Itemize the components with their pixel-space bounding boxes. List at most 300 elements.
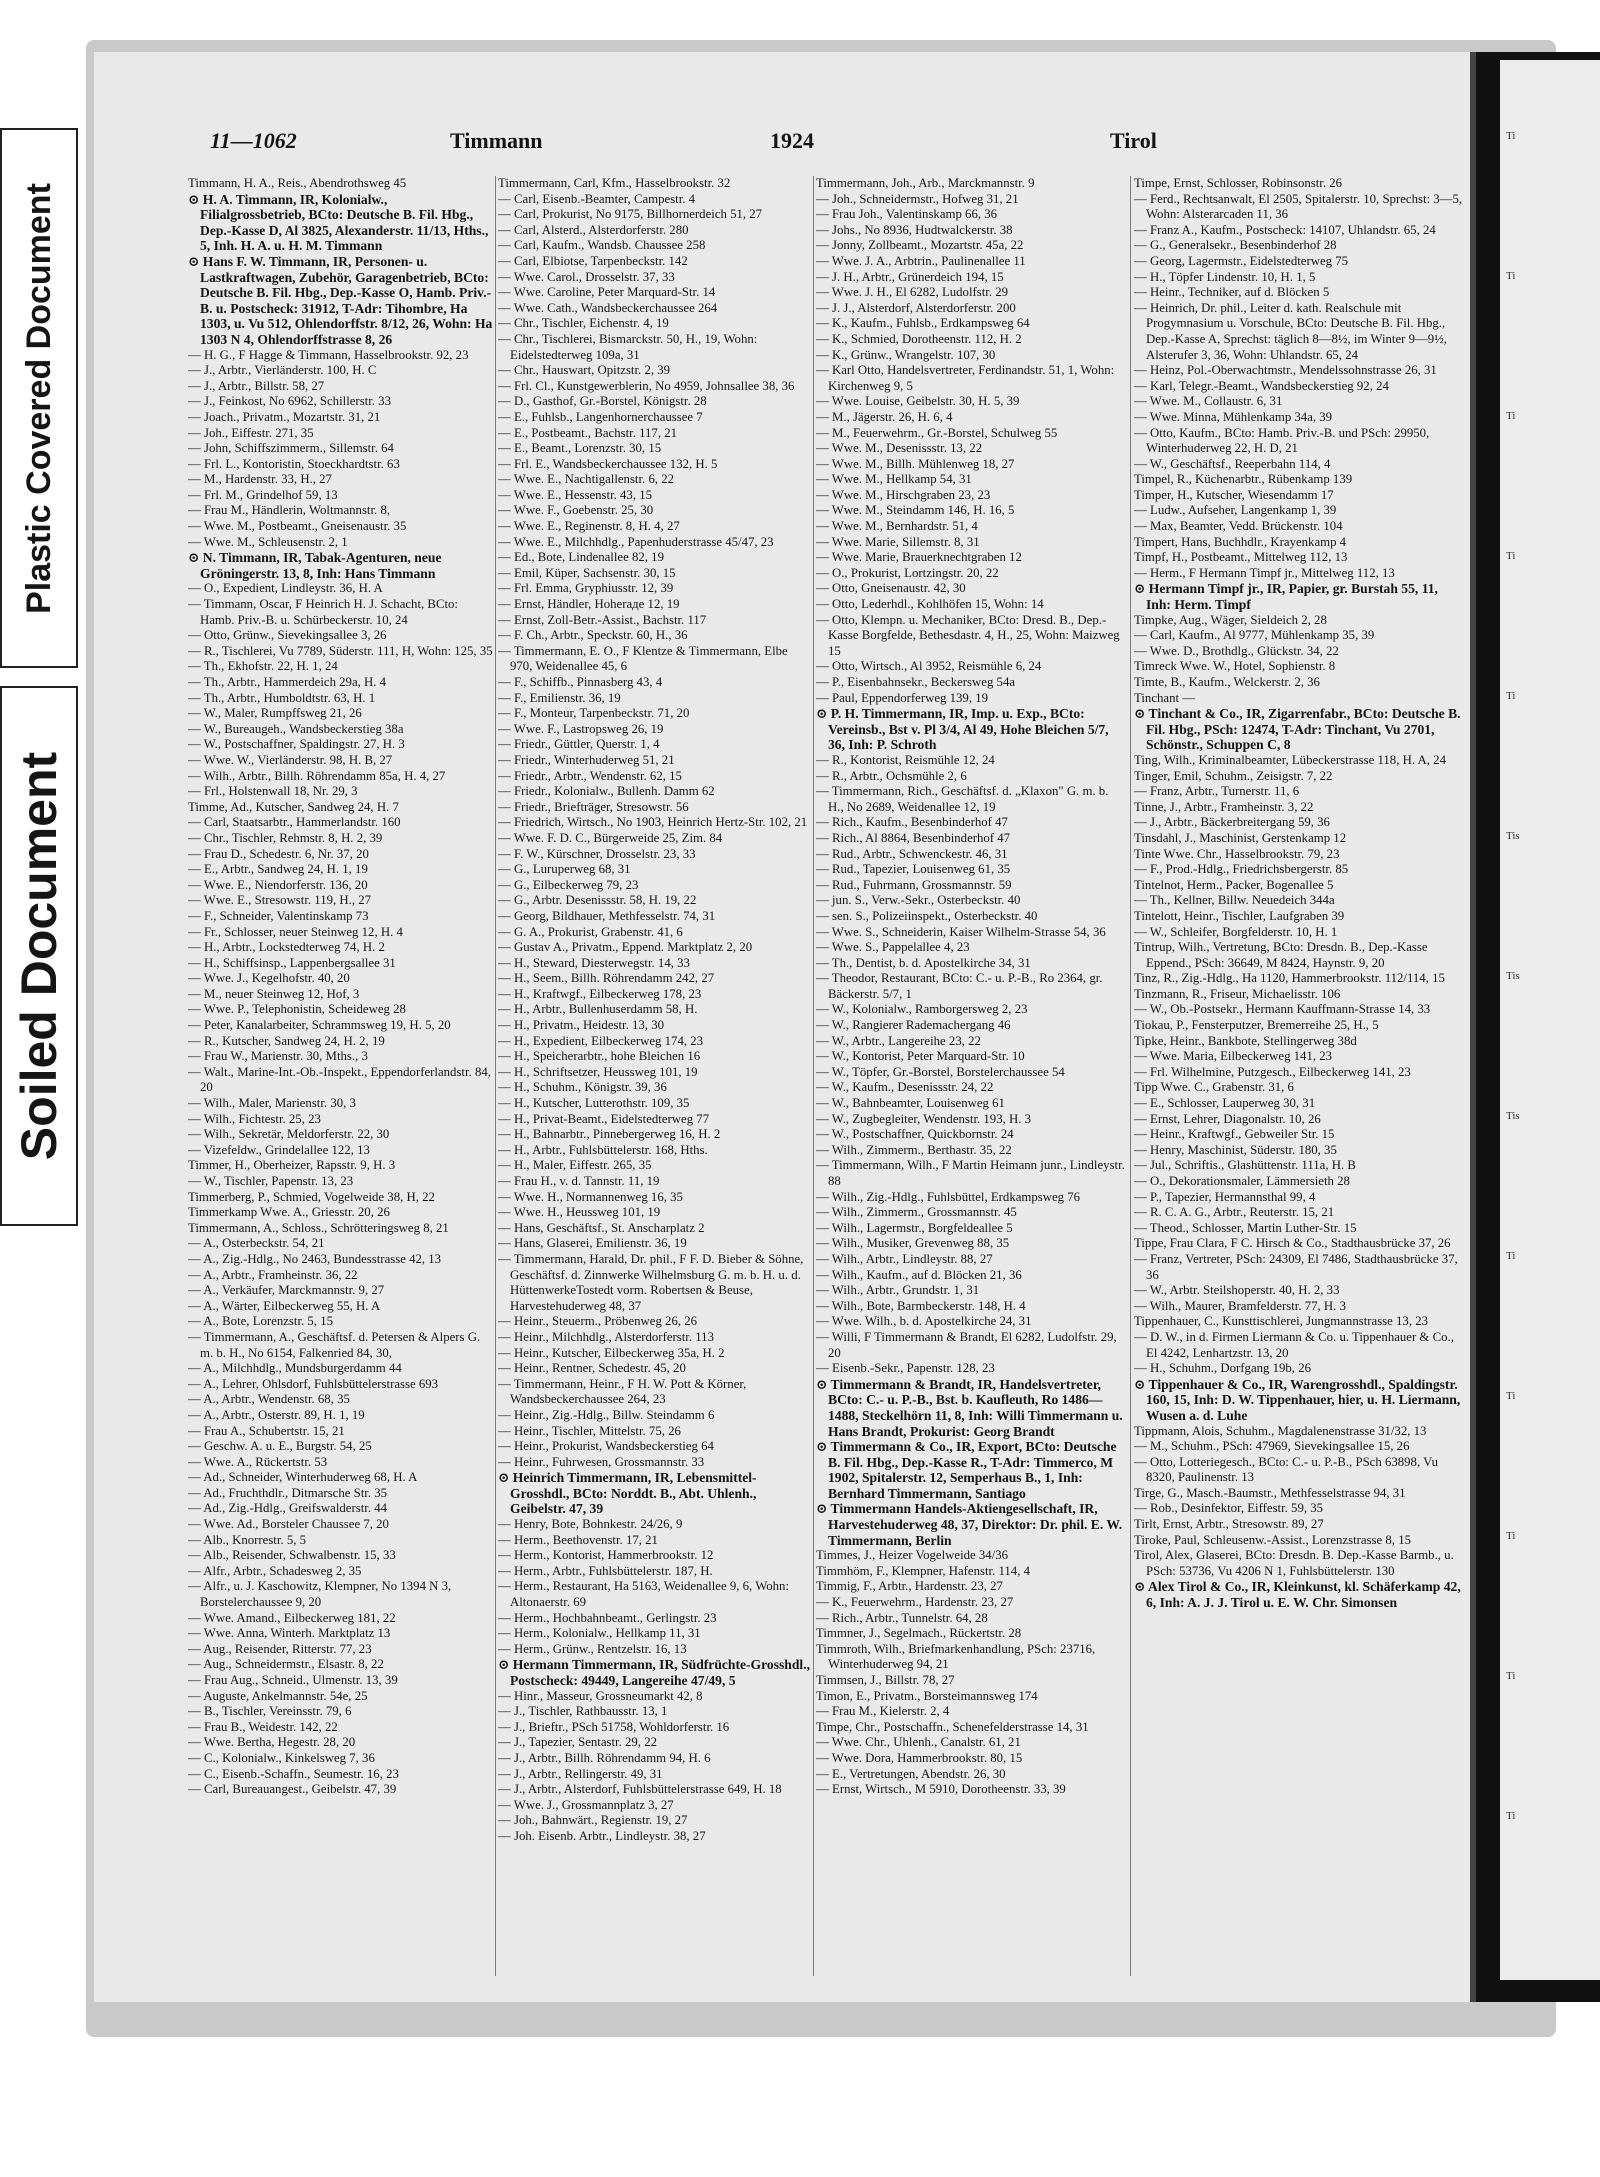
neighbor-fragment: Ti xyxy=(1506,270,1516,282)
directory-entry: — Heinr., Fuhrwesen, Grossmannstr. 33 xyxy=(498,1454,705,1469)
directory-entry: — Joh., Bahnwärt., Regienstr. 19, 27 xyxy=(498,1813,688,1828)
directory-entry: — Wwe. J., Grossmannplatz 3, 27 xyxy=(498,1797,674,1812)
directory-entry: — Timmermann, Wilh., F Martin Heimann junr., Lindleystr. 88 xyxy=(816,1158,1125,1188)
directory-entry: — Wilh., Bote, Barmbeckerstr. 148, H. 4 xyxy=(816,1298,1026,1313)
directory-entry: — Rich., Arbtr., Tunnelstr. 64, 28 xyxy=(816,1610,988,1625)
directory-entry: — Wwe. M., Steindamm 146, H. 16, 5 xyxy=(816,503,1015,518)
directory-entry: — Otto, Wirtsch., Al 3952, Reismühle 6, 24 xyxy=(816,659,1042,674)
directory-entry: — Wwe. Marie, Brauerknechtgraben 12 xyxy=(816,550,1022,565)
directory-entry: — H., Kutscher, Lutterothstr. 109, 35 xyxy=(498,1096,690,1111)
directory-entry: — H., Arbtr., Bullenhuserdamm 58, H. xyxy=(498,1002,698,1017)
directory-entry: — G., Generalsekr., Besenbinderhof 28 xyxy=(1134,238,1337,253)
directory-entry: — Rich., Al 8864, Besenbinderhof 47 xyxy=(816,830,1011,845)
directory-entry: — Hinr., Masseur, Grossneumarkt 42, 8 xyxy=(498,1688,703,1703)
directory-entry: — Henry, Maschinist, Süderstr. 180, 35 xyxy=(1134,1142,1337,1157)
directory-entry: — Frau M., Händlerin, Woltmannstr. 8, xyxy=(188,503,391,518)
directory-entry: — Franz A., Kaufm., Postscheck: 14107, Uhlandstr. 65, 24 xyxy=(1134,222,1436,237)
directory-entry: Tinz, R., Zig.-Hdlg., Ha 1120, Hammerbrookstr. 112/114, 15 xyxy=(1134,971,1445,986)
directory-entry: — Carl, Kaufm., Al 9777, Mühlenkamp 35, 39 xyxy=(1134,628,1375,643)
directory-entry: — Friedr., Winterhuderweg 51, 21 xyxy=(498,752,675,767)
neighbor-fragment: Ti xyxy=(1506,1530,1516,1542)
directory-entry: — Wwe. F. D. C., Bürgerweide 25, Zim. 84 xyxy=(498,830,723,845)
directory-entry: Tiroke, Paul, Schleusenw.-Assist., Lorenzstrasse 8, 15 xyxy=(1134,1532,1412,1547)
directory-entry: ⊙ Hermann Timpf jr., IR, Papier, gr. Burstah 55, 11, Inh: Herm. Timpf xyxy=(1134,581,1438,613)
directory-entry: — Wwe. S., Pappelallee 4, 23 xyxy=(816,940,970,955)
directory-entry: — E., Arbtr., Sandweg 24, H. 1, 19 xyxy=(188,862,368,877)
directory-entry: ⊙ Timmermann & Brandt, IR, Handelsvertreter, BCto: C.- u. P.-B., Bst. b. Kaufleuth, Ro 1486—1488, Steckelhörn 11, 8, Inh: Willi Timmermann u. Hans Brandt, Prokurist: Georg Brandt xyxy=(816,1376,1123,1439)
directory-entry: — H., Arbtr., Fuhlsbüttelerstr. 168, Hths. xyxy=(498,1142,708,1157)
directory-entry: — Alfr., Arbtr., Schadesweg 2, 35 xyxy=(188,1563,362,1578)
directory-entry: — K., Grünw., Wrangelstr. 107, 30 xyxy=(816,347,996,362)
directory-entry: — W., Maler, Rumpffsweg 21, 26 xyxy=(188,706,362,721)
directory-entry: — Frau B., Weidestr. 142, 22 xyxy=(188,1719,338,1734)
directory-entry: — A., Bote, Lorenzstr. 5, 15 xyxy=(188,1314,334,1329)
directory-entry: — A., Arbtr., Framheinstr. 36, 22 xyxy=(188,1267,358,1282)
directory-entry: Timmig, F., Arbtr., Hardenstr. 23, 27 xyxy=(816,1579,1003,1594)
directory-entry: — W., Arbtr. Steilshoperstr. 40, H. 2, 33 xyxy=(1134,1283,1340,1298)
directory-entry: — W., Postschaffner, Spaldingstr. 27, H. 3 xyxy=(188,737,405,752)
directory-entry: Tintelnot, Herm., Packer, Bogenallee 5 xyxy=(1134,877,1334,892)
directory-entry: — H., Speicherarbtr., hohe Bleichen 16 xyxy=(498,1049,701,1064)
directory-entry: — Wwe. Carol., Drosselstr. 37, 33 xyxy=(498,269,675,284)
directory-entry: — Wwe. Dora, Hammerbrookstr. 80, 15 xyxy=(816,1750,1023,1765)
directory-entry: — Joh., Schneidermstr., Hofweg 31, 21 xyxy=(816,191,1019,206)
directory-entry: — K., Feuerwehrm., Hardenstr. 23, 27 xyxy=(816,1595,1014,1610)
directory-entry: — E., Fuhlsb., Langenhornerchaussee 7 xyxy=(498,409,703,424)
directory-entry: — W., Töpfer, Gr.-Borstel, Borstelerchaussee 54 xyxy=(816,1064,1065,1079)
directory-entry: — Wilh., Zig.-Hdlg., Fuhlsbüttel, Erdkampsweg 76 xyxy=(816,1189,1081,1204)
neighbor-fragment: Ti xyxy=(1506,1390,1516,1402)
directory-entry: Tinger, Emil, Schuhm., Zeisigstr. 7, 22 xyxy=(1134,768,1333,783)
directory-entry: — Otto, Kaufm., BCto: Hamb. Priv.-B. und PSch: 29950, Winterhuderweg 22, H. D, 21 xyxy=(1134,425,1430,456)
directory-entry: — Herm., Kolonialw., Hellkamp 11, 31 xyxy=(498,1626,701,1641)
directory-entry: — O., Dekorationsmaler, Lämmersieth 28 xyxy=(1134,1174,1350,1188)
directory-entry: — Herm., F Hermann Timpf jr., Mittelweg 112, 13 xyxy=(1134,565,1395,580)
column-divider xyxy=(1130,176,1131,1976)
directory-entry: — Wwe. Wilh., b. d. Apostelkirche 24, 31 xyxy=(816,1314,1032,1329)
directory-entry: — W., Rangierer Rademachergang 46 xyxy=(816,1018,1011,1033)
directory-entry: — Wilh., Sekretär, Meldorferstr. 22, 30 xyxy=(188,1127,390,1142)
directory-entry: — H., Arbtr., Lockstedterweg 74, H. 2 xyxy=(188,940,385,955)
directory-entry: — Chr., Hauswart, Opitzstr. 2, 39 xyxy=(498,363,671,378)
directory-entry: — J., Feinkost, No 6962, Schillerstr. 33 xyxy=(188,394,391,409)
directory-entry: Tippe, Frau Clara, F C. Hirsch & Co., Stadthausbrücke 37, 26 xyxy=(1134,1236,1451,1251)
directory-entry: — Friedr., Kolonialw., Bullenh. Damm 62 xyxy=(498,784,715,799)
directory-entry: — Heinr., Kutscher, Eilbeckerweg 35a, H. 2 xyxy=(498,1345,725,1360)
directory-entry: Tinchant — xyxy=(1134,690,1196,705)
directory-entry: Timmhöm, F., Klempner, Hafenstr. 114, 4 xyxy=(816,1563,1030,1578)
directory-entry: ⊙ Alex Tirol & Co., IR, Kleinkunst, kl. Schäferkamp 42, 6, Inh: A. J. J. Tirol u. E. W. Chr. Simonsen xyxy=(1134,1579,1461,1611)
directory-entry: — Ludw., Aufseher, Langenkamp 1, 39 xyxy=(1134,503,1337,518)
neighbor-fragment: Ti xyxy=(1506,410,1516,422)
directory-entry: — Wwe. P., Telephonistin, Scheideweg 28 xyxy=(188,1002,406,1017)
directory-entry: — P., Eisenbahnsekr., Beckersweg 54a xyxy=(816,675,1016,689)
header-year: 1924 xyxy=(770,128,814,153)
directory-entry: ⊙ Timmermann & Co., IR, Export, BCto: Deutsche B. Fil. Hbg., Dep.-Kasse R., T-Adr: Timmerco, M 1902, Spitalerstr. 12, Semperhaus B., 1, Inh: Bernhard Timmermann, Santiago xyxy=(816,1439,1117,1501)
directory-entry: — M., Hardenstr. 33, H., 27 xyxy=(188,472,332,487)
directory-entry: Timmsen, J., Billstr. 78, 27 xyxy=(816,1673,955,1687)
directory-entry: — Johs., No 8936, Hudtwalckerstr. 38 xyxy=(816,222,1013,237)
directory-entry: Timpe, Chr., Postschaffn., Schenefelderstrasse 14, 31 xyxy=(816,1719,1089,1734)
directory-entry: Tinte Wwe. Chr., Hasselbrookstr. 79, 23 xyxy=(1134,846,1340,861)
directory-entry: — Timmermann, Harald, Dr. phil., F F. D. Bieber & Söhne, Geschäftsf. d. Zinnwerke Wilhelmsburg G. m. b. H. u. d. HüttenwerkeTostedt vorm. Robertsen & Beuse, Harvestehuderweg 48, 37 xyxy=(498,1251,804,1313)
directory-entry: — H., Töpfer Lindenstr. 10, H. 1, 5 xyxy=(1134,269,1316,284)
directory-entry: — Frau H., v. d. Tannstr. 11, 19 xyxy=(498,1174,660,1188)
directory-entry: — Gustav A., Privatm., Eppend. Marktplatz 2, 20 xyxy=(498,940,753,955)
directory-entry: — K., Kaufm., Fuhlsb., Erdkampsweg 64 xyxy=(816,316,1030,331)
directory-entry: — M., Feuerwehrm., Gr.-Borstel, Schulweg 55 xyxy=(816,425,1058,440)
directory-entry: — Joh. Eisenb. Arbtr., Lindleystr. 38, 27 xyxy=(498,1828,706,1843)
directory-entry: — Frl. Emma, Gryphiusstr. 12, 39 xyxy=(498,581,674,596)
directory-entry: — jun. S., Verw.-Sekr., Osterbeckstr. 40 xyxy=(816,893,1021,908)
directory-entry: Tinzmann, R., Friseur, Michaelisstr. 106 xyxy=(1134,986,1341,1001)
header-name: Timmann xyxy=(450,128,543,153)
neighbor-page-strip xyxy=(1500,60,1600,1980)
directory-entry: — J., Arbtr., Alsterdorf, Fuhlsbüttelerstrasse 649, H. 18 xyxy=(498,1782,782,1797)
directory-entry: Tipke, Heinr., Bankbote, Stellingerweg 38d xyxy=(1134,1033,1357,1048)
directory-entry: — Heinr., Milchhdlg., Alsterdorferstr. 113 xyxy=(498,1329,714,1344)
directory-entry: — A., Lehrer, Ohlsdorf, Fuhlsbüttelerstrasse 693 xyxy=(188,1376,439,1391)
directory-entry: — D., Gasthof, Gr.-Borstel, Königstr. 28 xyxy=(498,394,707,409)
directory-entry: — Karl, Telegr.-Beamt., Wandsbeckerstieg 92, 24 xyxy=(1134,378,1389,393)
directory-entry: Timme, Ad., Kutscher, Sandweg 24, H. 7 xyxy=(188,799,399,814)
directory-entry: Timpert, Hans, Buchhdlr., Krayenkamp 4 xyxy=(1134,534,1347,549)
directory-entry: — W., Geschäftsf., Reeperbahn 114, 4 xyxy=(1134,456,1331,471)
directory-entry: — W., Bahnbeamter, Louisenweg 61 xyxy=(816,1096,1005,1111)
directory-entry: — Timmermann, Heinr., F H. W. Pott & Körner, Wandsbeckerchaussee 264, 23 xyxy=(498,1376,747,1407)
directory-entry: — J., Tapezier, Sentastr. 29, 22 xyxy=(498,1735,657,1750)
directory-column-3 xyxy=(816,176,1126,1976)
directory-entry: — Frau Aug., Schneid., Ulmenstr. 13, 39 xyxy=(188,1673,398,1687)
directory-entry: — H., Kraftwgf., Eilbeckerweg 178, 23 xyxy=(498,986,702,1001)
directory-entry: — Frl., Holstenwall 18, Nr. 29, 3 xyxy=(188,784,358,799)
directory-entry: — A., Verkäufer, Marckmannstr. 9, 27 xyxy=(188,1283,385,1298)
directory-entry: — A., Wärter, Eilbeckerweg 55, H. A xyxy=(188,1298,381,1313)
directory-entry: — R., Tischlerei, Vu 7789, Süderstr. 111, H, Wohn: 125, 35 xyxy=(188,643,493,658)
directory-entry: — F., Prod.-Hdlg., Friedrichsbergerstr. 85 xyxy=(1134,862,1349,877)
neighbor-fragment: Tis xyxy=(1506,970,1520,982)
directory-entry: — F., Emilienstr. 36, 19 xyxy=(498,690,621,705)
directory-entry: — Friedrich, Wirtsch., No 1903, Heinrich Hertz-Str. 102, 21 xyxy=(498,815,808,830)
directory-entry: — Wwe. M., Hirschgraben 23, 23 xyxy=(816,487,991,502)
directory-entry: — Emil, Küper, Sachsenstr. 30, 15 xyxy=(498,565,676,580)
directory-entry: — Wwe. A., Rückertstr. 53 xyxy=(188,1454,328,1469)
column-divider xyxy=(495,176,496,1976)
directory-entry: — Heinrich, Dr. phil., Leiter d. kath. Realschule mit Progymnasium u. Vorschule, BCto: Deutsche B. Fil. Hbg., Dep.-Kasse A, Sprechst: täglich 8—8½, im Winter 9—9½, Alsterufer 3, 36, Wohn: Uhlandstr. 65, 24 xyxy=(1134,300,1447,362)
directory-entry: — Wilh., Arbtr., Billh. Röhrendamm 85a, H. 4, 27 xyxy=(188,768,446,783)
directory-entry: — W., Arbtr., Langereihe 23, 22 xyxy=(816,1033,981,1048)
directory-entry: — W., Ob.-Postsekr., Hermann Kauffmann-Strasse 14, 33 xyxy=(1134,1002,1431,1017)
directory-entry: — Frau A., Schubertstr. 15, 21 xyxy=(188,1423,345,1438)
directory-entry: — Wwe. J. H., El 6282, Ludolfstr. 29 xyxy=(816,285,1009,300)
directory-entry: — H., Steward, Diesterwegstr. 14, 33 xyxy=(498,955,690,970)
directory-entry: — H. G., F Hagge & Timmann, Hasselbrookstr. 92, 23 xyxy=(188,347,469,362)
directory-entry: — Wwe. E., Nachtigallenstr. 6, 22 xyxy=(498,472,675,487)
directory-entry: — Wwe. Louise, Geibelstr. 30, H. 5, 39 xyxy=(816,394,1020,409)
directory-entry: — Herm., Restaurant, Ha 5163, Weidenallee 9, 6, Wohn: Altonaerstr. 69 xyxy=(498,1579,790,1610)
directory-entry: — Joach., Privatm., Mozartstr. 31, 21 xyxy=(188,409,381,424)
directory-entry: ⊙ Heinrich Timmermann, IR, Lebensmittel-Grosshdl., BCto: Norddt. B., Abt. Uhlenh., Geibelstr. 47, 39 xyxy=(498,1470,757,1517)
directory-entry: — J. J., Alsterdorf, Alsterdorferstr. 200 xyxy=(816,300,1016,315)
directory-entry: — F., Schiffb., Pinnasberg 43, 4 xyxy=(498,675,663,689)
directory-entry: — Jul., Schriftis., Glashüttenstr. 111a, H. B xyxy=(1134,1158,1356,1173)
directory-entry: — E., Postbeamt., Bachstr. 117, 21 xyxy=(498,425,678,440)
directory-entry: — Frl. M., Grindelhof 59, 13 xyxy=(188,487,338,502)
directory-entry: — Herm., Kontorist, Hammerbrookstr. 12 xyxy=(498,1548,714,1563)
directory-entry: — Karl Otto, Handelsvertreter, Ferdinandstr. 51, 1, Wohn: Kirchenweg 9, 5 xyxy=(816,363,1115,393)
directory-entry: Tintelott, Heinr., Tischler, Laufgraben 39 xyxy=(1134,908,1345,923)
directory-entry: — Aug., Reisender, Ritterstr. 77, 23 xyxy=(188,1641,372,1656)
directory-entry: — Rud., Fuhrmann, Grossmannstr. 59 xyxy=(816,877,1012,892)
directory-entry: — M., Jägerstr. 26, H. 6, 4 xyxy=(816,409,953,424)
directory-entry: — Herm., Beethovenstr. 17, 21 xyxy=(498,1532,658,1547)
directory-entry: — Wwe. M., Bernhardstr. 51, 4 xyxy=(816,519,978,534)
directory-entry: — W., Kontorist, Peter Marquard-Str. 10 xyxy=(816,1049,1025,1064)
directory-entry: — F., Monteur, Tarpenbeckstr. 71, 20 xyxy=(498,706,690,721)
directory-column-2 xyxy=(498,176,812,1976)
directory-entry: — Ernst, Zoll-Betr.-Assist., Bachstr. 117 xyxy=(498,612,707,627)
directory-entry: — Timmermann, A., Geschäftsf. d. Petersen & Alpers G. m. b. H., No 6154, Falkenried 84, 30, xyxy=(188,1329,481,1360)
directory-entry: — Carl, Kaufm., Wandsb. Chaussee 258 xyxy=(498,238,706,253)
directory-entry: — Wilh., Zimmerm., Grossmannstr. 45 xyxy=(816,1205,1017,1220)
directory-entry: — Wwe. H., Heussweg 101, 19 xyxy=(498,1205,661,1220)
directory-entry: — J., Arbtr., Vierländerstr. 100, H. C xyxy=(188,363,377,378)
directory-entry: — Herm., Arbtr., Fuhlsbüttelerstr. 187, H. xyxy=(498,1563,713,1578)
directory-entry: — Otto, Klempn. u. Mechaniker, BCto: Dresd. B., Dep.-Kasse Borgfelde, Bethesdastr. 4, H., 25, Wohn: Maizweg 15 xyxy=(816,612,1120,658)
directory-entry: — Timmermann, Rich., Geschäftsf. d. „Klaxon" G. m. b. H., No 2689, Weidenallee 12, 19 xyxy=(816,784,1109,814)
directory-entry: — Th., Arbtr., Hammerdeich 29a, H. 4 xyxy=(188,675,387,689)
directory-entry: Timper, H., Kutscher, Wiesendamm 17 xyxy=(1134,487,1334,502)
directory-entry: — Wwe. S., Schneiderin, Kaiser Wilhelm-Strasse 54, 36 xyxy=(816,924,1106,939)
directory-entry: — Theod., Schlosser, Martin Luther-Str. 15 xyxy=(1134,1220,1357,1235)
directory-entry: — G., Arbtr. Desenissstr. 58, H. 19, 22 xyxy=(498,893,697,908)
directory-entry: — Heinr., Steuerm., Pröbenweg 26, 26 xyxy=(498,1314,698,1329)
directory-entry: — E., Beamt., Lorenzstr. 30, 15 xyxy=(498,441,662,456)
directory-entry: — H., Expedient, Eilbeckerweg 174, 23 xyxy=(498,1033,704,1048)
directory-entry: — F., Schneider, Valentinskamp 73 xyxy=(188,908,369,923)
directory-entry: — Alfr., u. J. Kaschowitz, Klempner, No 1394 N 3, Borstelerchaussee 9, 20 xyxy=(188,1579,452,1610)
directory-entry: — Wwe. E., Hessenstr. 43, 15 xyxy=(498,487,653,502)
directory-entry: — D. W., in d. Firmen Liermann & Co. u. Tippenhauer & Co., El 4242, Lenhartzstr. 13, 20 xyxy=(1134,1329,1454,1360)
directory-entry: — W., Kaufm., Desenissstr. 24, 22 xyxy=(816,1080,994,1095)
directory-entry: Tinne, J., Arbtr., Framheinstr. 3, 22 xyxy=(1134,799,1314,814)
running-head xyxy=(210,128,1157,164)
directory-entry: — A., Milchhdlg., Mundsburgerdamm 44 xyxy=(188,1361,402,1376)
directory-entry: — Frl. E., Wandsbeckerchaussee 132, H. 5 xyxy=(498,456,718,471)
directory-entry: — Otto, Gneisenaustr. 42, 30 xyxy=(816,581,966,596)
directory-entry: — Wilh., Musiker, Grevenweg 88, 35 xyxy=(816,1236,1010,1251)
directory-entry: — F. Ch., Arbtr., Speckstr. 60, H., 36 xyxy=(498,628,688,643)
directory-entry: — A., Osterbeckstr. 54, 21 xyxy=(188,1236,325,1251)
directory-entry: Timte, B., Kaufm., Welckerstr. 2, 36 xyxy=(1134,675,1320,689)
directory-entry: — H., Seem., Billh. Röhrendamm 242, 27 xyxy=(498,971,715,986)
directory-entry: — Heinr., Prokurist, Wandsbeckerstieg 64 xyxy=(498,1439,714,1454)
directory-entry: — H., Privatm., Heidestr. 13, 30 xyxy=(498,1018,664,1033)
directory-entry: — M., Schuhm., PSch: 47969, Sievekingsallee 15, 26 xyxy=(1134,1439,1410,1454)
directory-entry: Tippmann, Alois, Schuhm., Magdalenenstrasse 31/32, 13 xyxy=(1134,1423,1427,1438)
directory-entry: — Vizefeldw., Grindelallee 122, 13 xyxy=(188,1142,370,1157)
directory-entry: — W., Schleifer, Borgfelderstr. 10, H. 1 xyxy=(1134,924,1338,939)
directory-entry: — John, Schiffszimmerm., Sillemstr. 64 xyxy=(188,441,394,456)
directory-entry: — Peter, Kanalarbeiter, Schrammsweg 19, H. 5, 20 xyxy=(188,1018,451,1033)
directory-entry: — H., Maler, Eiffestr. 265, 35 xyxy=(498,1158,652,1173)
directory-entry: Tipp Wwe. C., Grabenstr. 31, 6 xyxy=(1134,1080,1294,1095)
directory-entry: — G. A., Prokurist, Grabenstr. 41, 6 xyxy=(498,924,683,939)
directory-entry: — Wwe. M., Postbeamt., Gneisenaustr. 35 xyxy=(188,519,407,534)
neighbor-fragment: Ti xyxy=(1506,550,1516,562)
directory-entry: — E., Vertretungen, Abendstr. 26, 30 xyxy=(816,1766,1006,1781)
soiled-document-label: Soiled Document xyxy=(0,686,78,1226)
directory-entry: — A., Zig.-Hdlg., No 2463, Bundesstrasse 42, 13 xyxy=(188,1251,442,1266)
directory-entry: — Frau Joh., Valentinskamp 66, 36 xyxy=(816,207,998,222)
directory-entry: — Friedr., Briefträger, Stresowstr. 56 xyxy=(498,799,689,814)
directory-entry: — F. W., Kürschner, Drosselstr. 23, 33 xyxy=(498,846,696,861)
directory-entry: — Wwe. M., Billh. Mühlenweg 18, 27 xyxy=(816,456,1015,471)
directory-entry: Timmer, H., Oberheizer, Rapsstr. 9, H. 3 xyxy=(188,1158,396,1173)
directory-entry: — Ed., Bote, Lindenallee 82, 19 xyxy=(498,550,664,565)
directory-entry: — Franz, Arbtr., Turnerstr. 11, 6 xyxy=(1134,784,1300,799)
directory-entry: — W., Zugbegleiter, Wendenstr. 193, H. 3 xyxy=(816,1111,1032,1126)
directory-entry: — Wilh., Arbtr., Grundstr. 1, 31 xyxy=(816,1283,980,1298)
directory-entry: — Wwe. J. A., Arbtrin., Paulinenallee 11 xyxy=(816,253,1026,268)
directory-entry: — Ferd., Rechtsanwalt, El 2505, Spitalerstr. 10, Sprechst: 3—5, Wohn: Alsterarcaden 11, 36 xyxy=(1134,191,1463,222)
neighbor-fragment: Ti xyxy=(1506,690,1516,702)
directory-entry: — Chr., Tischlerei, Bismarckstr. 50, H., 19, Wohn: Eidelstedterweg 109a, 31 xyxy=(498,331,758,362)
directory-entry: — Geschw. A. u. E., Burgstr. 54, 25 xyxy=(188,1439,372,1454)
directory-entry: Timpke, Aug., Wäger, Sieldeich 2, 28 xyxy=(1134,612,1327,627)
directory-entry: — Wwe. Marie, Sillemstr. 8, 31 xyxy=(816,534,980,549)
directory-entry: — Wilh., Kaufm., auf d. Blöcken 21, 36 xyxy=(816,1267,1022,1282)
directory-entry: — Th., Arbtr., Humboldtstr. 63, H. 1 xyxy=(188,690,376,705)
directory-entry: — Timmann, Oscar, F Heinrich H. J. Schacht, BCto: Hamb. Priv.-B. u. Schürbeckerstr. 10, 24 xyxy=(188,597,458,627)
directory-entry: — Wwe. Chr., Uhlenh., Canalstr. 61, 21 xyxy=(816,1735,1021,1750)
header-region: Tirol xyxy=(1110,128,1157,153)
plastic-covered-label: Plastic Covered Document xyxy=(0,128,78,668)
directory-entry: — W., Bureaugeh., Wandsbeckerstieg 38a xyxy=(188,721,404,736)
directory-entry: — Wwe. E., Milchhdlg., Papenhuderstrasse 45/47, 23 xyxy=(498,534,774,549)
directory-entry: — Heinr., Techniker, auf d. Blöcken 5 xyxy=(1134,285,1330,300)
directory-entry: — Auguste, Ankelmannstr. 54e, 25 xyxy=(188,1688,368,1703)
directory-entry: Timmermann, A., Schloss., Schrötteringsweg 8, 21 xyxy=(188,1220,449,1235)
directory-entry: — R. C. A. G., Arbtr., Reuterstr. 15, 21 xyxy=(1134,1205,1335,1220)
directory-entry: — Alb., Knorrestr. 5, 5 xyxy=(188,1532,307,1547)
neighbor-fragment: Ti xyxy=(1506,130,1516,142)
directory-entry: — Heinr., Rentner, Schedestr. 45, 20 xyxy=(498,1361,686,1376)
directory-entry: Timpel, R., Küchenarbtr., Rübenkamp 139 xyxy=(1134,472,1353,487)
directory-entry: — Wwe. M., Schleusenstr. 2, 1 xyxy=(188,534,348,549)
directory-entry: — Ad., Schneider, Winterhuderweg 68, H. A xyxy=(188,1470,418,1485)
directory-entry: — R., Kutscher, Sandweg 24, H. 2, 19 xyxy=(188,1033,385,1048)
directory-entry: — Wwe. Cath., Wandsbeckerchaussee 264 xyxy=(498,300,718,315)
directory-column-4 xyxy=(1134,176,1464,1976)
directory-entry: — Wwe. F., Lastropsweg 26, 19 xyxy=(498,721,664,736)
directory-entry: Timmermann, Carl, Kfm., Hasselbrookstr. 32 xyxy=(498,176,731,190)
directory-entry: ⊙ Tinchant & Co., IR, Zigarrenfabr., BCto: Deutsche B. Fil. Hbg., PSch: 12474, T-Adr: Tinchant, Vu 2701, Schönstr., Schuppen C, 8 xyxy=(1134,706,1461,753)
directory-entry: — K., Schmied, Dorotheenstr. 112, H. 2 xyxy=(816,331,1022,346)
directory-entry: — J., Arbtr., Billstr. 58, 27 xyxy=(188,378,325,393)
directory-entry: — H., Privat-Beamt., Eidelstedterweg 77 xyxy=(498,1111,710,1126)
directory-entry: — Ernst, Händler, Hoheraде 12, 19 xyxy=(498,597,680,612)
directory-entry: — Aug., Schneidermstr., Elsastr. 8, 22 xyxy=(188,1657,384,1672)
directory-entry: Timon, E., Privatm., Borsteimannsweg 174 xyxy=(816,1688,1038,1703)
page-number: 11—1062 xyxy=(210,128,297,153)
directory-entry: — Wilh., Maler, Marienstr. 30, 3 xyxy=(188,1096,356,1111)
directory-entry: — Joh., Eiffestr. 271, 35 xyxy=(188,425,314,440)
directory-entry: — Georg, Lagermstr., Eidelstedterweg 75 xyxy=(1134,253,1349,268)
directory-entry: — Chr., Tischler, Rehmstr. 8, H. 2, 39 xyxy=(188,830,383,845)
directory-entry: — Heinr., Kraftwgf., Gebweiler Str. 15 xyxy=(1134,1127,1335,1142)
directory-entry: Ting, Wilh., Kriminalbeamter, Lübeckerstrasse 118, H. A, 24 xyxy=(1134,752,1446,767)
directory-entry: — Eisenb.-Sekr., Papenstr. 128, 23 xyxy=(816,1361,995,1376)
directory-entry: — Rob., Desinfektor, Eiffestr. 59, 35 xyxy=(1134,1501,1324,1516)
directory-entry: — Jonny, Zollbeamt., Mozartstr. 45a, 22 xyxy=(816,238,1024,253)
directory-entry: — Wwe. M., Collaustr. 6, 31 xyxy=(1134,394,1283,409)
directory-entry: ⊙ H. A. Timmann, IR, Kolonialw., Filialgrossbetrieb, BCto: Deutsche B. Fil. Hbg., Dep.-Kasse D, Al 3825, Alexanderstr. 11/13, Hths., 5, Inh. H. A. u. H. M. Timmann xyxy=(188,191,489,254)
directory-entry: Timreck Wwe. W., Hotel, Sophienstr. 8 xyxy=(1134,659,1336,674)
directory-entry: — Rud., Arbtr., Schwenckestr. 46, 31 xyxy=(816,846,1008,861)
directory-entry: — H., Schriftsetzer, Heussweg 101, 19 xyxy=(498,1064,698,1079)
directory-entry: — M., neuer Steinweg 12, Hof, 3 xyxy=(188,986,360,1001)
directory-entry: — Wwe. E., Niendorferstr. 136, 20 xyxy=(188,877,368,892)
directory-entry: — Th., Ekhofstr. 22, H. 1, 24 xyxy=(188,659,338,674)
directory-entry: — Wwe. W., Vierländerstr. 98, H. B, 27 xyxy=(188,752,393,767)
directory-entry: — J., Arbtr., Billh. Röhrendamm 94, H. 6 xyxy=(498,1750,711,1765)
directory-entry: — Wwe. E., Reginenstr. 8, H. 4, 27 xyxy=(498,519,680,534)
directory-entry: — B., Tischler, Vereinsstr. 79, 6 xyxy=(188,1704,352,1719)
directory-entry: — Wwe. M., Hellkamp 54, 31 xyxy=(816,472,972,487)
directory-entry: — Frl. Cl., Kunstgewerblerin, No 4959, Johnsallee 38, 36 xyxy=(498,378,795,393)
directory-entry: — Rich., Kaufm., Besenbinderhof 47 xyxy=(816,815,1008,830)
directory-entry: — H., Bahnarbtr., Pinnebergerweg 16, H. 2 xyxy=(498,1127,721,1142)
directory-entry: — Ernst, Wirtsch., M 5910, Dorotheenstr. 33, 39 xyxy=(816,1782,1066,1797)
directory-entry: — W., Postschaffner, Quickbornstr. 24 xyxy=(816,1127,1014,1142)
directory-entry: — Wilh., Lagermstr., Borgfeldeallee 5 xyxy=(816,1220,1013,1235)
directory-entry: — Henry, Bote, Bohnkestr. 24/26, 9 xyxy=(498,1517,683,1532)
directory-entry: — Carl, Staatsarbtr., Hammerlandstr. 160 xyxy=(188,815,401,830)
directory-entry: — Hans, Geschäftsf., St. Anscharplatz 2 xyxy=(498,1220,705,1235)
directory-entry: Tinsdahl, J., Maschinist, Gerstenkamp 12 xyxy=(1134,830,1347,845)
directory-entry: — Heinz, Pol.-Oberwachtmstr., Mendelssohnstrasse 26, 31 xyxy=(1134,363,1437,378)
directory-entry: — G., Eilbeckerweg 79, 23 xyxy=(498,877,639,892)
directory-entry: — Heinr., Zig.-Hdlg., Billw. Steindamm 6 xyxy=(498,1407,715,1422)
directory-entry: — Wwe. Maria, Eilbeckerweg 141, 23 xyxy=(1134,1049,1333,1064)
directory-entry: — Willi, F Timmermann & Brandt, El 6282, Ludolfstr. 29, 20 xyxy=(816,1329,1117,1360)
directory-entry: — Frau W., Marienstr. 30, Mths., 3 xyxy=(188,1049,368,1064)
directory-entry: — Ad., Fruchthdlr., Ditmarsche Str. 35 xyxy=(188,1485,388,1500)
directory-entry: — Chr., Tischler, Eichenstr. 4, 19 xyxy=(498,316,669,331)
directory-entry: — O., Expedient, Lindleystr. 36, H. A xyxy=(188,581,383,596)
directory-entry: — Theodor, Restaurant, BCto: C.- u. P.-B., Ro 2364, gr. Bäckerstr. 5/7, 1 xyxy=(816,971,1103,1001)
directory-entry: — Friedr., Arbtr., Wendenstr. 62, 15 xyxy=(498,768,682,783)
directory-entry: — Otto, Grünw., Sievekingsallee 3, 26 xyxy=(188,628,387,643)
directory-entry: — Th., Kellner, Billw. Neuedeich 344a xyxy=(1134,893,1335,908)
directory-entry: — Wwe. Anna, Winterh. Marktplatz 13 xyxy=(188,1626,391,1641)
neighbor-fragment: Ti xyxy=(1506,1250,1516,1262)
directory-entry: — Otto, Lotteriegesch., BCto: C.- u. P.-B., PSch 63898, Vu 8320, Paulinenstr. 13 xyxy=(1134,1454,1438,1485)
directory-entry: — Heinr., Tischler, Mittelstr. 75, 26 xyxy=(498,1423,681,1438)
directory-entry: — Georg, Bildhauer, Methfesselstr. 74, 31 xyxy=(498,908,716,923)
directory-entry: — C., Eisenb.-Schaffn., Seumestr. 16, 23 xyxy=(188,1766,399,1781)
directory-entry: — Wwe. M., Desenissstr. 13, 22 xyxy=(816,441,983,456)
directory-entry: Timpf, H., Postbeamt., Mittelweg 112, 13 xyxy=(1134,550,1348,565)
directory-entry: — J., Arbtr., Bäckerbreitergang 59, 36 xyxy=(1134,815,1330,830)
directory-entry: — J., Brieftr., PSch 51758, Wohldorferstr. 16 xyxy=(498,1719,730,1734)
directory-entry: Timmerkamp Wwe. A., Griesstr. 20, 26 xyxy=(188,1205,390,1220)
directory-entry: — Fr., Schlosser, neuer Steinweg 12, H. 4 xyxy=(188,924,403,939)
directory-entry: — Friedr., Güttler, Querstr. 1, 4 xyxy=(498,737,660,752)
directory-entry: Timmermann, Joh., Arb., Marckmannstr. 9 xyxy=(816,176,1035,190)
directory-entry: — J. H., Arbtr., Grünerdeich 194, 15 xyxy=(816,269,1004,284)
